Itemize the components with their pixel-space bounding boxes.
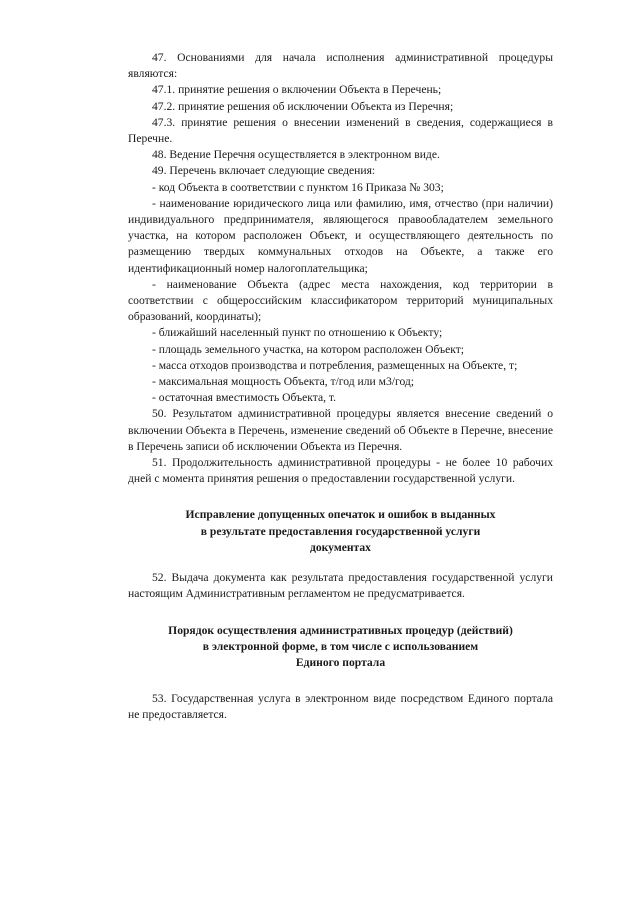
list-item: - остаточная вместимость Объекта, т.	[152, 391, 336, 405]
paragraph-51: 51. Продолжительность административной процедуры - не более 10 рабочих дней с момента принятия решения о предоставлении государственной услуги.	[128, 456, 553, 486]
list-item: - ближайший населенный пункт по отношению к Объекту;	[152, 326, 443, 340]
heading-line: в результате предоставления государственной услуги	[200, 524, 481, 538]
paragraph-49-list	[128, 180, 553, 407]
paragraph-52: 52. Выдача документа как результата предоставления государственной услуги настоящим Административным регламентом не предусматривается.	[128, 571, 553, 601]
list-item: - площадь земельного участка, на котором расположен Объект;	[152, 342, 465, 356]
paragraph-50: 50. Результатом административной процедуры является внесение сведений о включении Объекта в Перечень, изменение сведений об Объекте в Перечне, внесение в Перечень записи об исключении Объекта из Перечня.	[128, 407, 553, 453]
section-heading-electronic	[128, 623, 553, 672]
paragraph-48: 48. Ведение Перечня осуществляется в электронном виде.	[152, 148, 440, 162]
heading-line: Исправление допущенных опечаток и ошибок в выданных	[185, 508, 496, 522]
heading-line: Единого портала	[295, 655, 386, 669]
paragraph-53: 53. Государственная услуга в электронном виде посредством Единого портала не предоставляется.	[128, 692, 553, 722]
heading-line: Порядок осуществления административных процедур (действий)	[168, 623, 513, 637]
list-item: - наименование юридического лица или фамилию, имя, отчество (при наличии) индивидуального предпринимателя, являющегося правообладателем земельного участка, на котором расположен Объект, и осуществляющего деятельность по размещению твердых коммунальных отходов на Объекте, а также его идентификационный номер налогоплательщика;	[128, 196, 553, 275]
heading-line: документах	[310, 540, 371, 554]
list-item: - максимальная мощность Объекта, т/год или м3/год;	[152, 375, 415, 389]
paragraph-47-3: 47.3. принятие решения о внесении изменений в сведения, содержащиеся в Перечне.	[128, 115, 553, 146]
list-item: - масса отходов производства и потребления, размещенных на Объекте, т;	[152, 358, 518, 372]
document-page	[128, 50, 553, 724]
paragraph-49: 49. Перечень включает следующие сведения:	[152, 164, 376, 178]
list-item: - код Объекта в соответствии с пунктом 16 Приказа № 303;	[152, 180, 444, 194]
list-item: - наименование Объекта (адрес места нахождения, код территории в соответствии с общероссийским классификатором территорий муниципальных образований, координаты);	[128, 277, 553, 324]
heading-line: в электронной форме, в том числе с использованием	[202, 639, 479, 653]
paragraph-47: 47. Основаниями для начала исполнения административной процедуры являются:	[128, 51, 553, 81]
paragraph-47-1: 47.1. принятие решения о включении Объекта в Перечень;	[152, 83, 442, 97]
section-heading-corrections	[128, 507, 553, 556]
paragraph-47-2: 47.2. принятие решения об исключении Объекта из Перечня;	[152, 99, 454, 113]
